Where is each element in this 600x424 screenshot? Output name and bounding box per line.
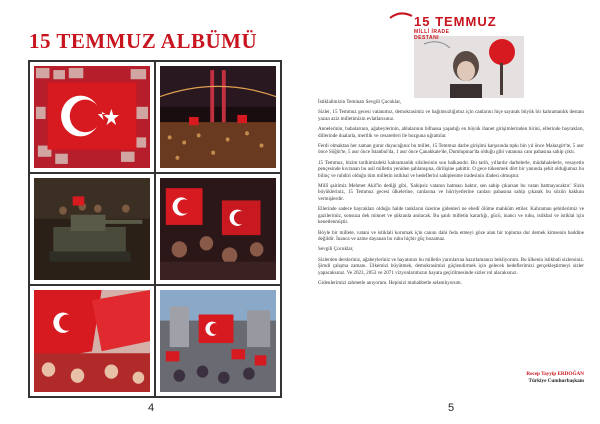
photo-cell — [155, 61, 281, 173]
letter-paragraph: İstiklalimizin Teminatı Sevgili Çocuklar, — [318, 99, 402, 105]
photo-flag-collage — [34, 66, 150, 168]
letter-paragraph: Gidenlerimizi rahmetle anıyorum. Hepinizi muhabbetle selamlıyorum. — [318, 279, 462, 286]
logo-title: 15 TEMMUZ — [414, 14, 497, 29]
page-number-left: 4 — [148, 402, 155, 414]
right-page — [300, 0, 600, 424]
photo-cell — [155, 173, 281, 285]
photo-flag-rally-night — [160, 178, 276, 280]
photo-grid — [28, 60, 282, 398]
photo-bridge-crowd-night — [160, 66, 276, 168]
letter-paragraph: Sevgili Çocuklar, — [318, 246, 354, 253]
logo-subtitle-2: DESTANI — [414, 35, 440, 41]
photo-tank-crowd — [34, 178, 150, 280]
signature-block — [526, 371, 584, 384]
photo-flag-waving-crowd — [34, 290, 150, 392]
letter-paragraph: Sizlerden dersleriniz, ağabeyleriniz ve hayatınızı bu milletin yarınlarına hazırlamanızı bekliyorum. Bu ülkenin istikbali sizlersiniz. Şimdi çalışma zamanı. Ülkemizi büyütmek, demokrasimizi güçlendirmek için gelecek hedeflerimizi gerçekleştirmeyi sizler yapacaksınız. Ve 2023, 2053 ve 2071 vizyonlarımızın hayata geçirilmesinde sizler rol alacaksınız. — [318, 256, 584, 276]
signature-name: Recep Tayyip ERDOĞAN — [526, 371, 584, 377]
letter-paragraph: Ellerinde sadece bayrakları olduğu halde tankların üzerine gidenleri ne ebedî ölüme mahkûm ettiler. Kahraman şehitlerimiz ve gazilerimiz, sonsuza dek minnet ve şükranla anılacak. Bu şanlı milletin kararlığı, gücü, inancı ve ruhu, istikbal ve istiklal için kenetlenmiştir. — [318, 206, 584, 226]
logo-text — [414, 14, 497, 41]
letter-paragraph: Böyle bir millete, vatanı ve istiklali korumak için canını dahi feda etmeyi göze alan bir topluma dur demek kimsenin haddine değildir. İnanca ve azme dayanan bu ruhu hiçbir güç bozamaz. — [318, 229, 584, 242]
photo-cell — [29, 61, 155, 173]
letter-paragraph: 15 Temmuz, bizim tarihimizdeki kahramanlık silsilesinin son halkasıdır. Bu tarih, yıllardır darbelerle, müdahalelerle, vesayetin pençesinde kıvranan bu asil milletin yeniden şahlanışına, dirilişine şahittir. O gece tükenmek dört bir yanında şehit olduğumuz bu bilinç ve ruhdiri olduğu tüm milletin istikbal ve hedeflerini sahiplenme iradesinin ifadesi olmuştur. — [318, 159, 584, 179]
logo-subtitle-1: MİLLİ İRADE — [414, 29, 450, 35]
signature-role: Türkiye Cumhurbaşkanı — [528, 377, 584, 384]
photo-cell — [155, 285, 281, 397]
page-number-right: 5 — [448, 402, 455, 414]
letter-paragraph: Annelerinin, babalarının, ağabeylerinin, ablalarının bilhassa yaşadığı en büyük ihanet girişimlerinden birini, ellerinde bayrakları, dillerinde dualarla, mertlik ve cesaretleri ile bozguna uğrattılar. — [318, 126, 584, 139]
letter-paragraph: Millî şairimiz Mehmet Akif'in dediği gibi, 'Sahipsiz vatanın batması haktır, sen sahip çıkarsan bu vatan batmayacaktır.' Sizin büyükleriniz, 15 Temmuz gecesi ülkelerine, canlarına ve hürriyetlerine canları pahasına sahip çıkarak bu sözün hakkını vermişlerdir. — [318, 183, 584, 202]
photo-rally-street — [160, 290, 276, 392]
album-title: 15 TEMMUZ ALBÜMÜ — [29, 29, 258, 53]
photo-cell — [29, 285, 155, 397]
photo-cell — [29, 173, 155, 285]
letter-paragraph: Ferdi olmaktan her zaman gurur duyacağınız bu millet, 15 Temmuz darbe girişimi karşısında tıpkı bin yıl önce Malazgirt'te, 5 asır önce Söğüt'te, 5 asır önce İstanbul'da, 1 asır önce Çanakkale'de, Dumlupınar'da olduğu gibi vatanına canı pahasına sahip çıktı. — [318, 143, 584, 156]
letter-paragraph: Sizler, 15 Temmuz gecesi vatanımız, demokrasimiz ve bağımsızlığımız için canlarını hiçe sayarak büyük bir kahramanlık destanı yazan aziz milletimizin evlatlarısınız. — [318, 109, 584, 122]
milli-irade-logo — [384, 8, 524, 98]
president-letter — [318, 99, 584, 290]
